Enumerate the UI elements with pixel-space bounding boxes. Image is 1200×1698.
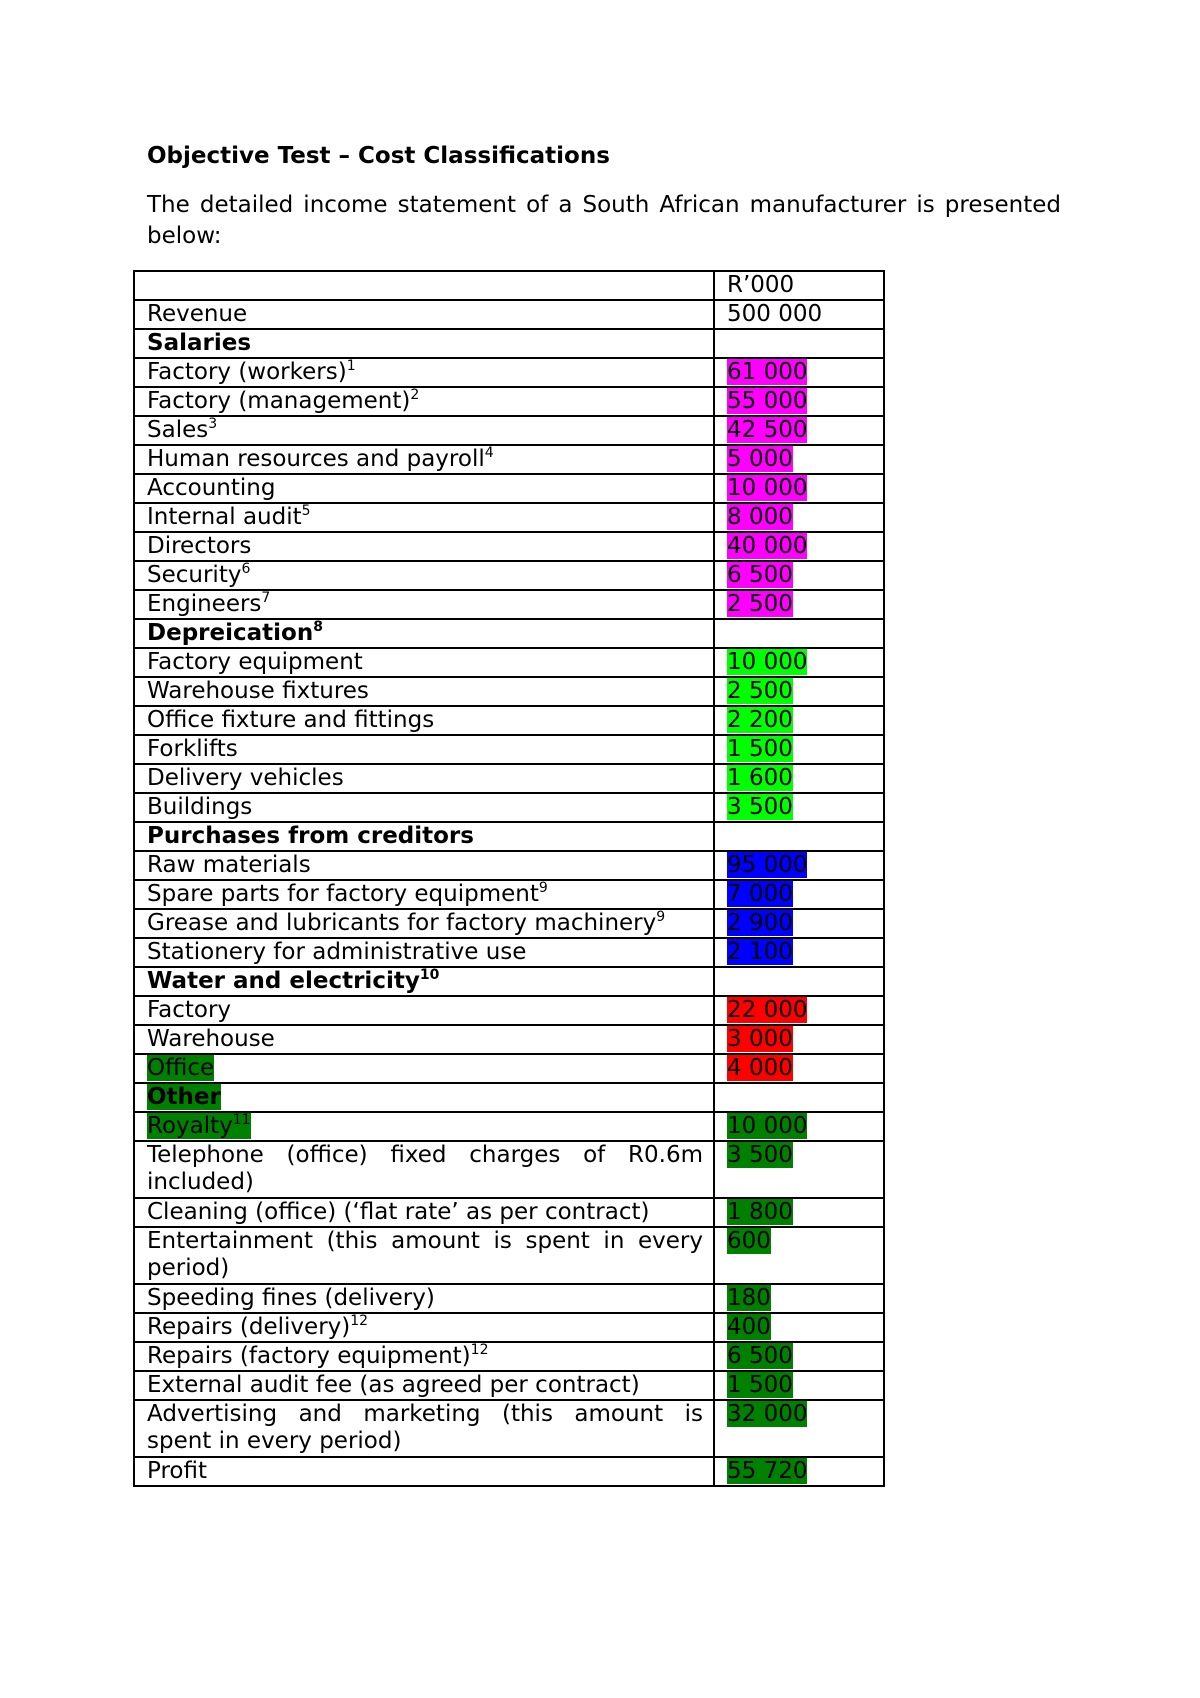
table-row [134,1371,884,1400]
row-value-cell [714,648,884,677]
footnote-marker: 9 [656,909,666,925]
row-label-cell [134,764,714,793]
row-label [147,910,665,936]
row-value: 3 000 [727,1026,793,1052]
row-label-text: Factory [147,997,232,1023]
header-unit-cell: R’000 [714,271,884,300]
row-value: 6 500 [727,1343,793,1369]
table-row [134,1284,884,1313]
row-label-text: Human resources and payroll [147,446,485,472]
footnote-marker: 10 [419,967,440,983]
row-label-cell [134,387,714,416]
row-label-text: Repairs (factory equipment) [147,1343,471,1369]
row-label-text: Office [147,1055,215,1081]
table-row [134,387,884,416]
row-value: 7 000 [727,881,793,907]
row-label-text: Security [147,562,242,588]
row-value-cell [714,387,884,416]
row-label [147,330,251,356]
row-label-cell [134,1400,714,1457]
table-row [134,793,884,822]
row-value: 5 000 [727,446,793,472]
income-statement-body [134,271,884,1486]
row-label-cell [134,677,714,706]
row-value-cell [714,1025,884,1054]
row-value-cell [714,1342,884,1371]
row-label-text: Warehouse fixtures [147,678,369,704]
row-label [147,1084,221,1110]
row-label [147,881,548,907]
row-label-text: Telephone (office) fixed charges of R0.6m included) [147,1142,703,1195]
section-heading-row [134,822,884,851]
section-heading-row [134,967,884,996]
row-label-text: Factory equipment [147,649,363,675]
table-row [134,1400,884,1457]
row-value: 40 000 [727,533,808,559]
row-value: 3 500 [727,1142,793,1168]
row-label [147,1228,703,1281]
row-label-cell [134,1371,714,1400]
row-label-text: Raw materials [147,852,311,878]
table-row [134,938,884,967]
section-heading-cell [134,619,714,648]
row-value-cell [714,1083,884,1112]
table-row [134,764,884,793]
row-value-cell [714,793,884,822]
row-label [147,794,252,820]
row-value: 2 500 [727,678,793,704]
row-value: 500 000 [727,301,823,327]
row-label [147,301,247,327]
row-value-cell [714,1141,884,1198]
row-label [147,707,434,733]
row-value-cell [714,619,884,648]
row-value: 8 000 [727,504,793,530]
row-value-cell [714,1371,884,1400]
row-label-cell [134,1227,714,1284]
row-value: 2 100 [727,939,793,965]
row-label-cell [134,532,714,561]
table-row [134,735,884,764]
row-label [147,765,344,791]
section-heading-cell [134,967,714,996]
footnote-marker: 3 [208,416,218,432]
footnote-marker: 9 [538,880,548,896]
row-value: 2 500 [727,591,793,617]
row-value: 2 900 [727,910,793,936]
row-label-cell [134,503,714,532]
table-row [134,677,884,706]
row-label-text: Internal audit [147,504,302,530]
row-label-text: Delivery vehicles [147,765,344,791]
table-row [134,416,884,445]
table-row [134,503,884,532]
table-row [134,996,884,1025]
row-value: 600 [727,1228,771,1254]
row-value-cell [714,300,884,329]
table-row [134,909,884,938]
row-value: 1 500 [727,736,793,762]
table-row [134,358,884,387]
row-value-cell [714,1198,884,1227]
row-label-cell [134,416,714,445]
row-label-cell [134,851,714,880]
row-value: 2 200 [727,707,793,733]
row-label-text: Advertising and marketing (this amount is spent in every period) [147,1401,703,1454]
row-label-text: Factory (management) [147,388,411,414]
row-label-cell [134,358,714,387]
row-label-cell [134,1025,714,1054]
table-row [134,590,884,619]
row-label-cell [134,1457,714,1486]
row-label-cell [134,648,714,677]
row-value-cell [714,1054,884,1083]
table-row [134,1054,884,1083]
row-label-text: Cleaning (office) (‘flat rate’ as per contract) [147,1199,650,1225]
table-row [134,561,884,590]
row-label-text: Factory (workers) [147,359,347,385]
section-heading-cell [134,329,714,358]
section-heading-row [134,1083,884,1112]
table-row [134,532,884,561]
table-row [134,880,884,909]
row-value: 4 000 [727,1055,793,1081]
row-label-text: Repairs (delivery) [147,1314,351,1340]
table-row [134,851,884,880]
row-label-text: External audit fee (as agreed per contract) [147,1372,640,1398]
row-label-text: Water and electricity [147,968,420,994]
row-value: 55 720 [727,1458,808,1484]
row-label-text: Other [147,1084,221,1110]
table-header-row [134,271,884,300]
row-label-text: Speeding fines (delivery) [147,1285,435,1311]
section-heading-cell [134,1083,714,1112]
footnote-marker: 2 [410,387,420,403]
row-value-cell [714,677,884,706]
row-value-cell [714,851,884,880]
table-row [134,648,884,677]
row-label-cell [134,474,714,503]
row-label-cell [134,590,714,619]
row-value: 1 600 [727,765,793,791]
page-title: Objective Test – Cost Classifications [147,143,610,169]
footnote-marker: 12 [350,1313,369,1329]
row-value-cell [714,735,884,764]
row-label-text: Office fixture and fittings [147,707,435,733]
row-label [147,533,251,559]
row-label [147,1372,640,1398]
intro-paragraph: The detailed income statement of a South African manufacturer is presented below: [147,192,1061,249]
row-value: 10 000 [727,1113,808,1139]
table-row [134,300,884,329]
row-label [147,562,250,588]
row-label [147,736,238,762]
row-label-text: Stationery for administrative use [147,939,527,965]
row-label-cell [134,1284,714,1313]
table-row [134,1198,884,1227]
income-statement-table [133,270,885,1487]
row-label [147,649,363,675]
row-label [147,1142,703,1195]
row-label-cell [134,1313,714,1342]
header-label-cell [134,271,714,300]
table-row [134,445,884,474]
table-row [134,1025,884,1054]
row-label [147,997,231,1023]
row-label-cell [134,909,714,938]
row-label-text: Entertainment (this amount is spent in every period) [147,1228,703,1281]
row-value-cell [714,764,884,793]
row-value-cell [714,996,884,1025]
row-label-cell [134,938,714,967]
row-value-cell [714,474,884,503]
row-label [147,1458,207,1484]
row-label-text: Warehouse [147,1026,275,1052]
footnote-marker: 4 [484,445,494,461]
row-label-cell [134,1198,714,1227]
row-label-cell [134,1112,714,1141]
row-value-cell [714,503,884,532]
row-label-text: Revenue [147,301,248,327]
row-label [147,1026,275,1052]
row-value-cell [714,1227,884,1284]
row-value-cell [714,590,884,619]
table-row [134,1112,884,1141]
row-value: 6 500 [727,562,793,588]
section-heading-cell [134,822,714,851]
row-value: 1 500 [727,1372,793,1398]
footnote-marker: 8 [313,619,323,635]
table-row [134,1141,884,1198]
row-value-cell [714,532,884,561]
row-label [147,388,419,414]
footnote-marker: 7 [261,590,271,606]
row-value-cell [714,1457,884,1486]
row-value: 10 000 [727,475,808,501]
footnote-marker: 11 [232,1112,251,1128]
row-value: 61 000 [727,359,808,385]
row-label [147,1113,251,1139]
table-row [134,1342,884,1371]
row-value: 95 000 [727,852,808,878]
row-value-cell [714,1313,884,1342]
row-value-cell [714,1400,884,1457]
table-row [134,1227,884,1284]
row-label [147,475,275,501]
row-label [147,823,474,849]
row-label-text: Profit [147,1458,207,1484]
row-label-text: Grease and lubricants for factory machinery [147,910,657,936]
row-label-text: Forklifts [147,736,238,762]
row-label [147,359,356,385]
footnote-marker: 6 [241,561,251,577]
row-value-cell [714,938,884,967]
row-label-text: Depreication [147,620,314,646]
row-label-text: Accounting [147,475,276,501]
row-value: 55 000 [727,388,808,414]
row-value-cell [714,1284,884,1313]
row-label-cell [134,1342,714,1371]
row-value: 180 [727,1285,771,1311]
row-value: 400 [727,1314,771,1340]
row-value-cell [714,909,884,938]
table-row [134,1457,884,1486]
row-value: 1 800 [727,1199,793,1225]
row-label [147,1401,703,1454]
row-label-text: Sales [147,417,209,443]
row-label-cell [134,561,714,590]
row-label-text: Purchases from creditors [147,823,474,849]
row-label-cell [134,735,714,764]
row-value-cell [714,967,884,996]
row-label-text: Spare parts for factory equipment [147,881,539,907]
row-label [147,1314,368,1340]
row-label-text: Directors [147,533,252,559]
row-label-text: Royalty [147,1113,233,1139]
section-heading-row [134,619,884,648]
row-label [147,1055,214,1081]
row-value: 22 000 [727,997,808,1023]
row-label-cell [134,793,714,822]
row-value-cell [714,329,884,358]
footnote-marker: 1 [346,358,356,374]
row-value-cell [714,880,884,909]
row-label-cell [134,445,714,474]
row-value-cell [714,561,884,590]
row-label-cell [134,996,714,1025]
row-value-cell [714,822,884,851]
table-row [134,706,884,735]
row-label-cell [134,300,714,329]
row-label [147,591,270,617]
row-value: 10 000 [727,649,808,675]
row-label-text: Engineers [147,591,262,617]
row-label [147,968,439,994]
row-label [147,678,369,704]
row-label-text: Buildings [147,794,253,820]
row-value: 3 500 [727,794,793,820]
table-row [134,474,884,503]
row-value-cell [714,358,884,387]
section-heading-row [134,329,884,358]
footnote-marker: 12 [470,1342,489,1358]
footnote-marker: 5 [301,503,311,519]
row-label [147,504,311,530]
row-value-cell [714,1112,884,1141]
row-label-cell [134,1054,714,1083]
row-label [147,417,217,443]
row-label-cell [134,1141,714,1198]
row-label [147,1343,488,1369]
row-value-cell [714,445,884,474]
table-row [134,1313,884,1342]
row-label [147,1285,435,1311]
row-label [147,620,323,646]
row-label [147,446,494,472]
row-value: 32 000 [727,1401,808,1427]
row-label [147,939,526,965]
row-label-cell [134,880,714,909]
row-value-cell [714,416,884,445]
row-value-cell [714,706,884,735]
row-label [147,1199,649,1225]
row-label [147,852,311,878]
row-label-cell [134,706,714,735]
row-label-text: Salaries [147,330,252,356]
row-value: 42 500 [727,417,808,443]
